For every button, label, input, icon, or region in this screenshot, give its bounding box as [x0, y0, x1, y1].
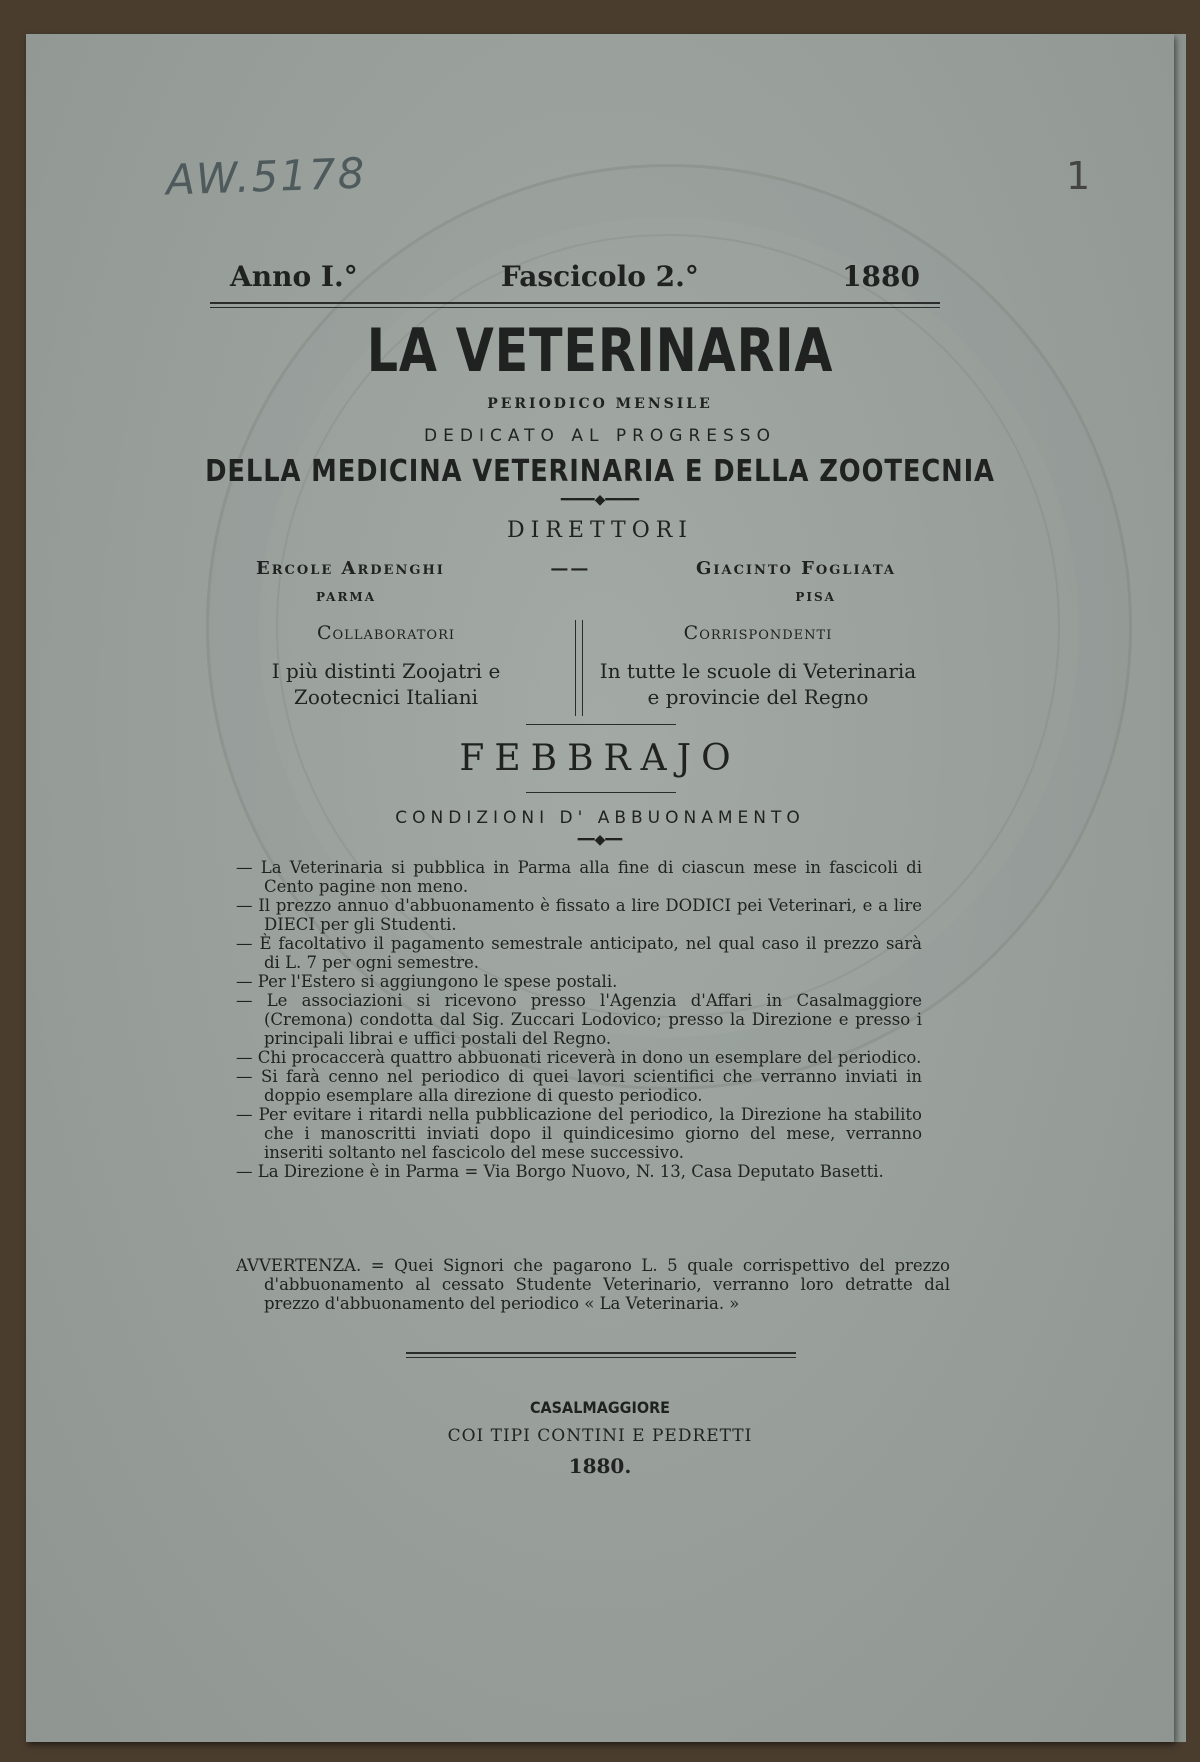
subscription-terms: [236, 858, 922, 1181]
month-rule-top: [526, 724, 676, 725]
month-title: FEBBRAJO: [459, 738, 741, 779]
imprint-rule: [406, 1352, 796, 1354]
ornament-divider: ━━━━◆━━━━: [560, 492, 640, 508]
collaborators-text: I più distinti Zoojatri e Zootecnici Italiani: [271, 659, 501, 709]
header-rule: [210, 302, 940, 304]
directors-row: [256, 558, 896, 579]
conditions-heading: CONDIZIONI D' ABBUONAMENTO: [395, 808, 805, 828]
issue-header: [230, 260, 920, 293]
collaborators-column: [236, 622, 536, 710]
director-city: PARMA: [316, 590, 377, 604]
term-item: — Si farà cenno nel periodico di quei lavori scientifici che verranno inviati in doppio esemplare alla direzione di questo periodico.: [236, 1067, 922, 1105]
imprint-printer: COI TIPI CONTINI E PEDRETTI: [447, 1426, 753, 1446]
header-rule-thin: [210, 307, 940, 308]
page-number: 1: [1066, 154, 1091, 198]
year-label: Anno I.°: [230, 260, 358, 293]
month-rule-bottom: [526, 792, 676, 793]
collaborators-label: Collaboratori: [316, 622, 456, 644]
correspondents-text: In tutte le scuole di Veterinaria e provincie del Regno: [599, 659, 917, 709]
correspondents-label: Corrispondenti: [683, 622, 833, 644]
imprint-city: CASALMAGGIORE: [529, 1398, 671, 1417]
year: 1880: [842, 260, 920, 293]
directors-label: DIRETTORI: [507, 518, 693, 543]
periodicity: PERIODICO MENSILE: [487, 396, 713, 412]
imprint-year: 1880.: [568, 1454, 632, 1478]
directors-cities: [316, 590, 836, 604]
term-item: — Per evitare i ritardi nella pubblicazione del periodico, la Direzione ha stabilito che i manoscritti inviati dopo il quindicesimo giorno del mese, verranno inseriti soltanto nel fascicolo del mese successivo.: [236, 1105, 922, 1162]
journal-cover: [26, 34, 1174, 1742]
directors-separator: ——: [550, 558, 591, 579]
term-item: — La Direzione è in Parma = Via Borgo Nuovo, N. 13, Casa Deputato Basetti.: [236, 1162, 884, 1181]
imprint-rule-thin: [406, 1357, 796, 1358]
term-item: — Chi procaccerà quattro abbuonati riceverà in dono un esemplare del periodico.: [236, 1048, 922, 1067]
journal-subtitle: DELLA MEDICINA VETERINARIA E DELLA ZOOTECNIA: [205, 454, 995, 489]
ornament-divider: ━━◆━━: [577, 832, 623, 848]
director-name: Ercole Ardenghi: [256, 558, 445, 579]
issue-label: Fascicolo 2.°: [500, 260, 699, 293]
journal-title: LA VETERINARIA: [366, 316, 834, 386]
director-city: PISA: [795, 590, 836, 604]
column-divider: [575, 620, 583, 716]
term-item: — Le associazioni si ricevono presso l'Agenzia d'Affari in Casalmaggiore (Cremona) condotta dal Sig. Zuccari Lodovico; presso la Direzione e presso i principali librai e uffici postali del Regno.: [236, 991, 922, 1048]
term-item: — Il prezzo annuo d'abbuonamento è fissato a lire DODICI pei Veterinari, e a lire DIECI per gli Studenti.: [236, 896, 922, 934]
correspondents-column: [598, 622, 918, 710]
warning-notice: AVVERTENZA. = Quei Signori che pagarono L. 5 quale corrispettivo del prezzo d'abbuonamento al cessato Studente Veterinario, verranno loro detratte dal prezzo d'abbuonamento del periodico « La Veterinaria. »: [236, 1256, 950, 1313]
term-item: — La Veterinaria si pubblica in Parma alla fine di ciascun mese in fascicoli di Cento pagine non meno.: [236, 858, 922, 896]
shelfmark: AW.5178: [165, 148, 368, 205]
term-item: — È facoltativo il pagamento semestrale anticipato, nel qual caso il prezzo sarà di L. 7 per ogni semestre.: [236, 934, 922, 972]
director-name: Giacinto Fogliata: [696, 558, 896, 579]
dedication: DEDICATO AL PROGRESSO: [424, 426, 776, 446]
term-item: — Per l'Estero si aggiungono le spese postali.: [236, 972, 618, 991]
